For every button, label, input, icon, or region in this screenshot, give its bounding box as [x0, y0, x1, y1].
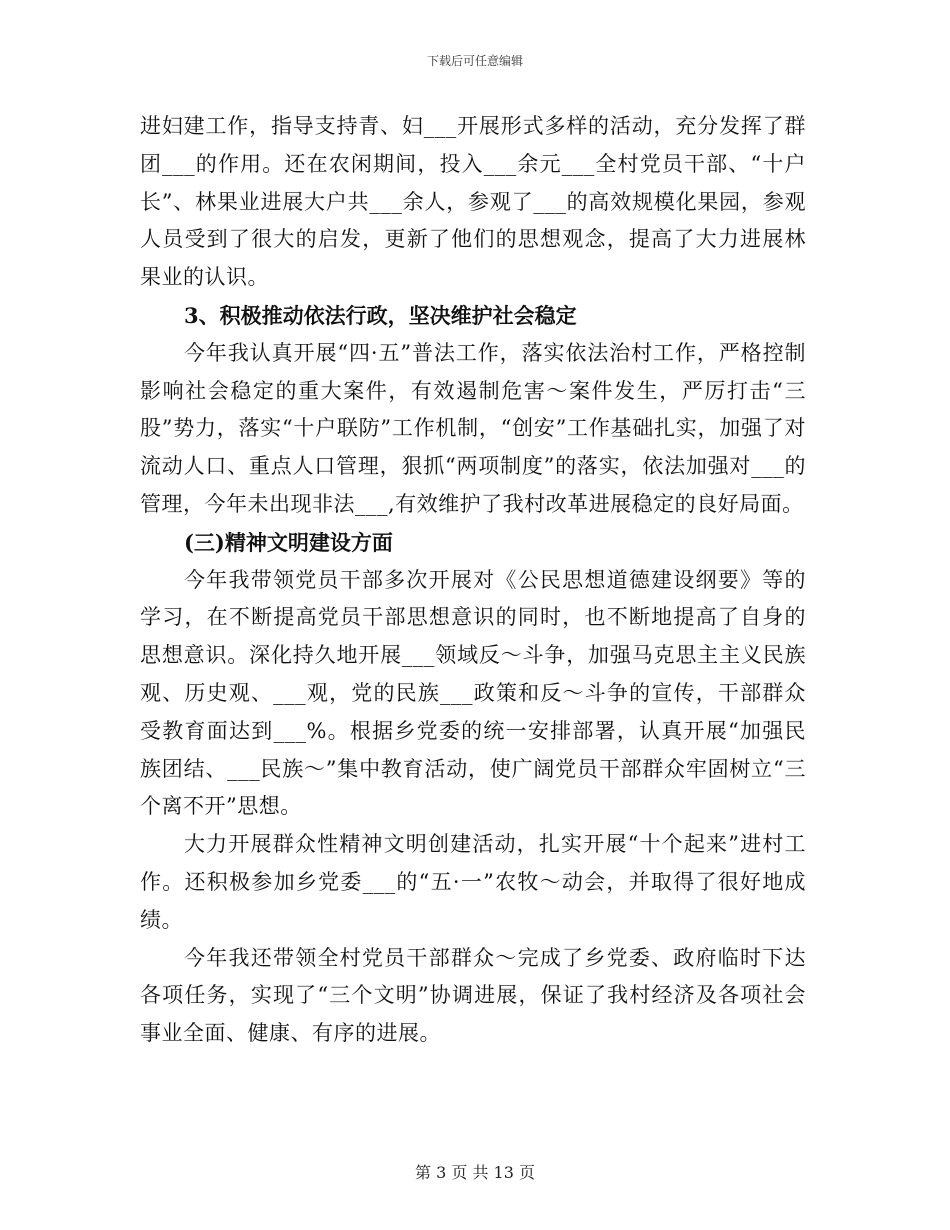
- paragraph-continuation: 进妇建工作，指导支持青、妇___开展形式多样的活动，充分发挥了群团___的作用。还在农闲期间，投入___余元___全村党员干部、“十户长”、林果业进展大户共___余人，参观了___的高效规模化果园，参观人员受到了很大的启发，更新了他们的思想观念，提高了大力进展林果业的认识。: [140, 114, 806, 290]
- paragraph-study: 今年我带领党员干部多次开展对《公民思想道德建设纲要》等的学习，在不断提高党员干部思想意识的同时，也不断地提高了自身的思想意识。深化持久地开展___领域反～斗争，加强马克思主主义民族观、历史观、___观，党的民族___政策和反～斗争的宣传，干部群众受教育面达到___%。根据乡党委的统一安排部署，认真开展“加强民族团结、___民族～”集中教育活动，使广阔党员干部群众牢固树立“三个离不开”思想。: [140, 567, 806, 819]
- page-footer: 第 3 页 共 13 页: [415, 1163, 535, 1182]
- paragraph-tasks: 今年我还带领全村党员干部群众～完成了乡党委、政府临时下达各项任务，实现了“三个文明”协调进展，保证了我村经济及各项社会事业全面、健康、有序的进展。: [140, 945, 806, 1046]
- page-header: 下载后可任意编辑: [426, 54, 523, 68]
- document-body: [140, 108, 806, 1053]
- section-heading-spiritual-civilization: (三)精神文明建设方面: [184, 529, 393, 555]
- paragraph-rule-of-law: 今年我认真开展“四·五”普法工作，落实依法治村工作，严格控制影响社会稳定的重大案件，有效遏制危害～案件发生，严厉打击“三股”势力，落实“十户联防”工作机制，“创安”工作基础扎实，加强了对流动人口、重点人口管理，狠抓“两项制度”的落实，依法加强对___的管理，今年未出现非法___,有效维护了我村改革进展稳定的良好局面。: [140, 340, 806, 516]
- paragraph-activities: 大力开展群众性精神文明创建活动，扎实开展“十个起来”进村工作。还积极参加乡党委___的“五·一”农牧～动会，并取得了很好地成绩。: [140, 832, 806, 932]
- section-heading-rule-of-law: 3、积极推动依法行政，坚决维护社会稳定: [184, 302, 577, 328]
